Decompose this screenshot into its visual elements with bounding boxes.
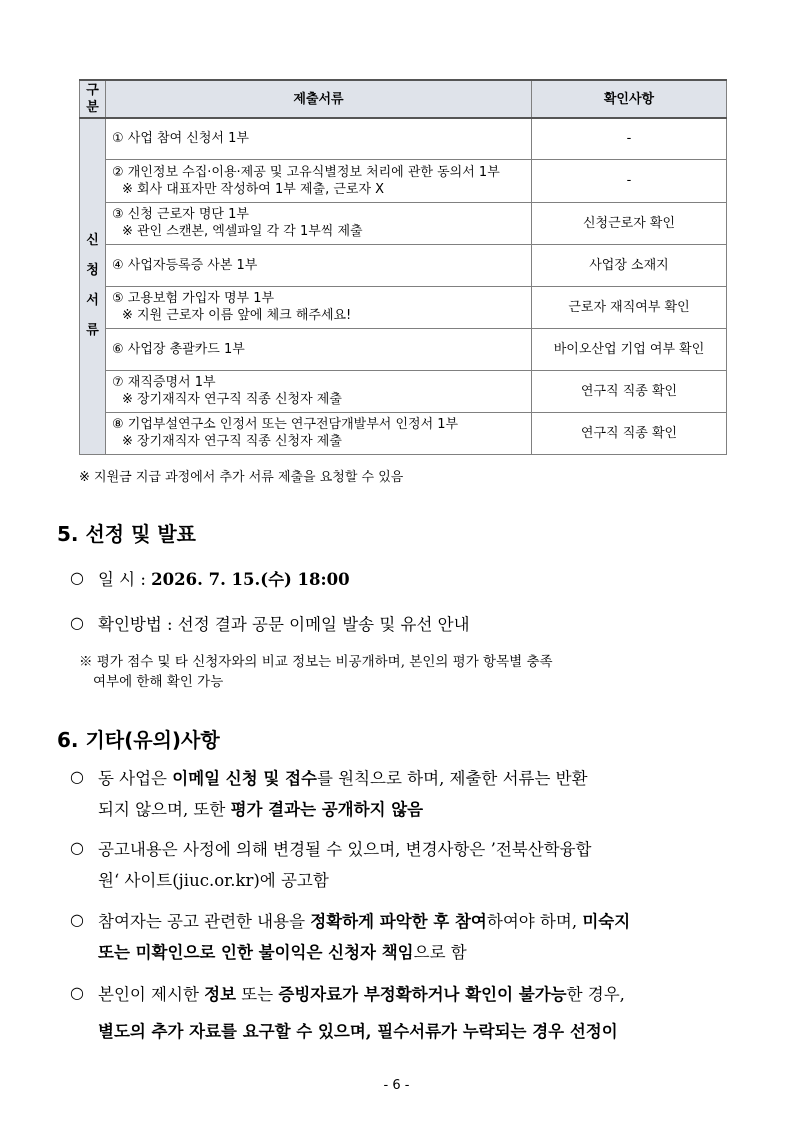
doc-note: ※ 회사 대표자만 작성하여 1부 제출, 근로자 X [122,181,385,197]
section-5-note-line1: ※ 평가 점수 및 타 신청자와의 비교 정보는 비공개하며, 본인의 평가 항목별 충족 [79,654,553,670]
section-5-title: 5. 선정 및 발표 [57,522,197,546]
section-6-title: 6. 기타(유의)사항 [57,728,220,752]
emphasis: 정확하게 파악한 후 참여 [310,912,487,931]
doc-cell [106,159,532,202]
text: 한 경우, [566,985,625,1004]
bullet-circle-icon: ○ [70,767,84,786]
table-row [80,244,727,286]
doc-title: ① 사업 참여 신청서 1부 [112,131,249,147]
check-cell: 사업장 소재지 [532,244,727,286]
doc-title: ⑧ 기업부설연구소 인정서 또는 연구전담개발부서 인정서 1부 [112,417,459,432]
text: 동 사업은 [98,769,173,788]
doc-cell [106,202,532,244]
header-check: 확인사항 [532,80,727,118]
emphasis: 이메일 신청 및 접수 [172,769,317,788]
table-footnote: ※ 지원금 지급 과정에서 추가 서류 제출을 요청할 수 있음 [79,470,404,485]
doc-cell [106,370,532,412]
doc-cell [106,244,532,286]
notice-3-line1 [98,908,630,932]
bullet-circle-icon: ○ [70,613,84,632]
doc-cell [106,412,532,454]
doc-title: ② 개인정보 수집·이용·제공 및 고유식별정보 처리에 관한 동의서 1부 [112,164,500,180]
check-cell: 연구직 직종 확인 [532,370,727,412]
emphasis: 미숙지 [582,912,631,931]
emphasis: 정보 [204,985,237,1004]
doc-note: ※ 지원 근로자 이름 앞에 체크 해주세요! [122,308,352,323]
bullet-circle-icon: ○ [70,983,84,1002]
notice-3-line2 [98,939,467,963]
doc-note: ※ 관인 스캔본, 엑셀파일 각 각 1부씩 제출 [122,224,363,239]
doc-title: ④ 사업자등록증 사본 1부 [112,257,258,273]
text: 으로 함 [413,943,467,962]
bullet-circle-icon: ○ [70,910,84,929]
doc-note: ※ 장기재직자 연구직 직종 신청자 제출 [122,392,342,407]
text: 되지 않으며, 또한 [98,800,231,819]
documents-table [79,79,727,455]
check-cell: - [532,118,727,159]
doc-title: ⑥ 사업장 총괄카드 1부 [112,341,245,357]
notice-4-line1 [98,981,625,1005]
doc-title: ⑦ 재직증명서 1부 [112,375,216,390]
check-cell: 신청근로자 확인 [532,202,727,244]
text: 또는 [236,985,279,1004]
doc-title: ⑤ 고용보험 가입자 명부 1부 [112,291,275,306]
emphasis: 증빙자료가 부정확하거나 확인이 불가능 [278,985,567,1004]
bullet-circle-icon: ○ [70,838,84,857]
announcement-date [98,566,350,590]
doc-cell [106,328,532,370]
text: 를 원칙으로 하며, 제출한 서류는 반환 [317,769,588,788]
table-row [80,159,727,202]
emphasis: 또는 미확인으로 인한 불이익은 신청자 책임 [98,943,414,962]
check-cell: - [532,159,727,202]
date-label: 일 시 : [98,570,152,589]
category-char: 신 [86,233,99,249]
notice-2-line1: 공고내용은 사정에 의해 변경될 수 있으며, 변경사항은 ’전북산학융합 [98,840,592,859]
doc-cell [106,118,532,159]
check-cell: 바이오산업 기업 여부 확인 [532,328,727,370]
text: 본인이 제시한 [98,985,205,1004]
doc-title: ③ 신청 근로자 명단 1부 [112,207,249,222]
table-header-row [80,80,727,118]
bullet-circle-icon: ○ [70,568,84,587]
table-row [80,328,727,370]
page-number: - 6 - [383,1078,410,1093]
notice-2-line2: 원‘ 사이트(jiuc.or.kr)에 공고함 [98,871,329,890]
date-value: 2026. 7. 15.(수) 18:00 [151,570,350,589]
header-category: 구분 [80,80,106,118]
table-row [80,286,727,328]
category-char: 청 [86,263,99,279]
category-cell [80,118,106,454]
notice-1-line2 [98,796,423,820]
header-documents: 제출서류 [106,80,532,118]
doc-note: ※ 장기재직자 연구직 직종 신청자 제출 [122,434,342,449]
emphasis: 평가 결과는 공개하지 않음 [230,800,424,819]
table-row [80,370,727,412]
text: 참여자는 공고 관련한 내용을 [98,912,311,931]
check-cell: 근로자 재직여부 확인 [532,286,727,328]
table-row [80,118,727,159]
category-char: 서 [86,293,99,309]
doc-cell [106,286,532,328]
check-cell: 연구직 직종 확인 [532,412,727,454]
notice-1-line1 [98,765,588,789]
text: 하여야 하며, [486,912,583,931]
section-5-note-line2: 여부에 한해 확인 가능 [93,674,224,690]
notice-4-line2: 별도의 추가 자료를 요구할 수 있으며, 필수서류가 누락되는 경우 선정이 [98,1022,618,1041]
table-row [80,202,727,244]
category-char: 류 [86,323,99,339]
table-row [80,412,727,454]
confirmation-method: 확인방법 : 선정 결과 공문 이메일 발송 및 유선 안내 [98,615,470,634]
